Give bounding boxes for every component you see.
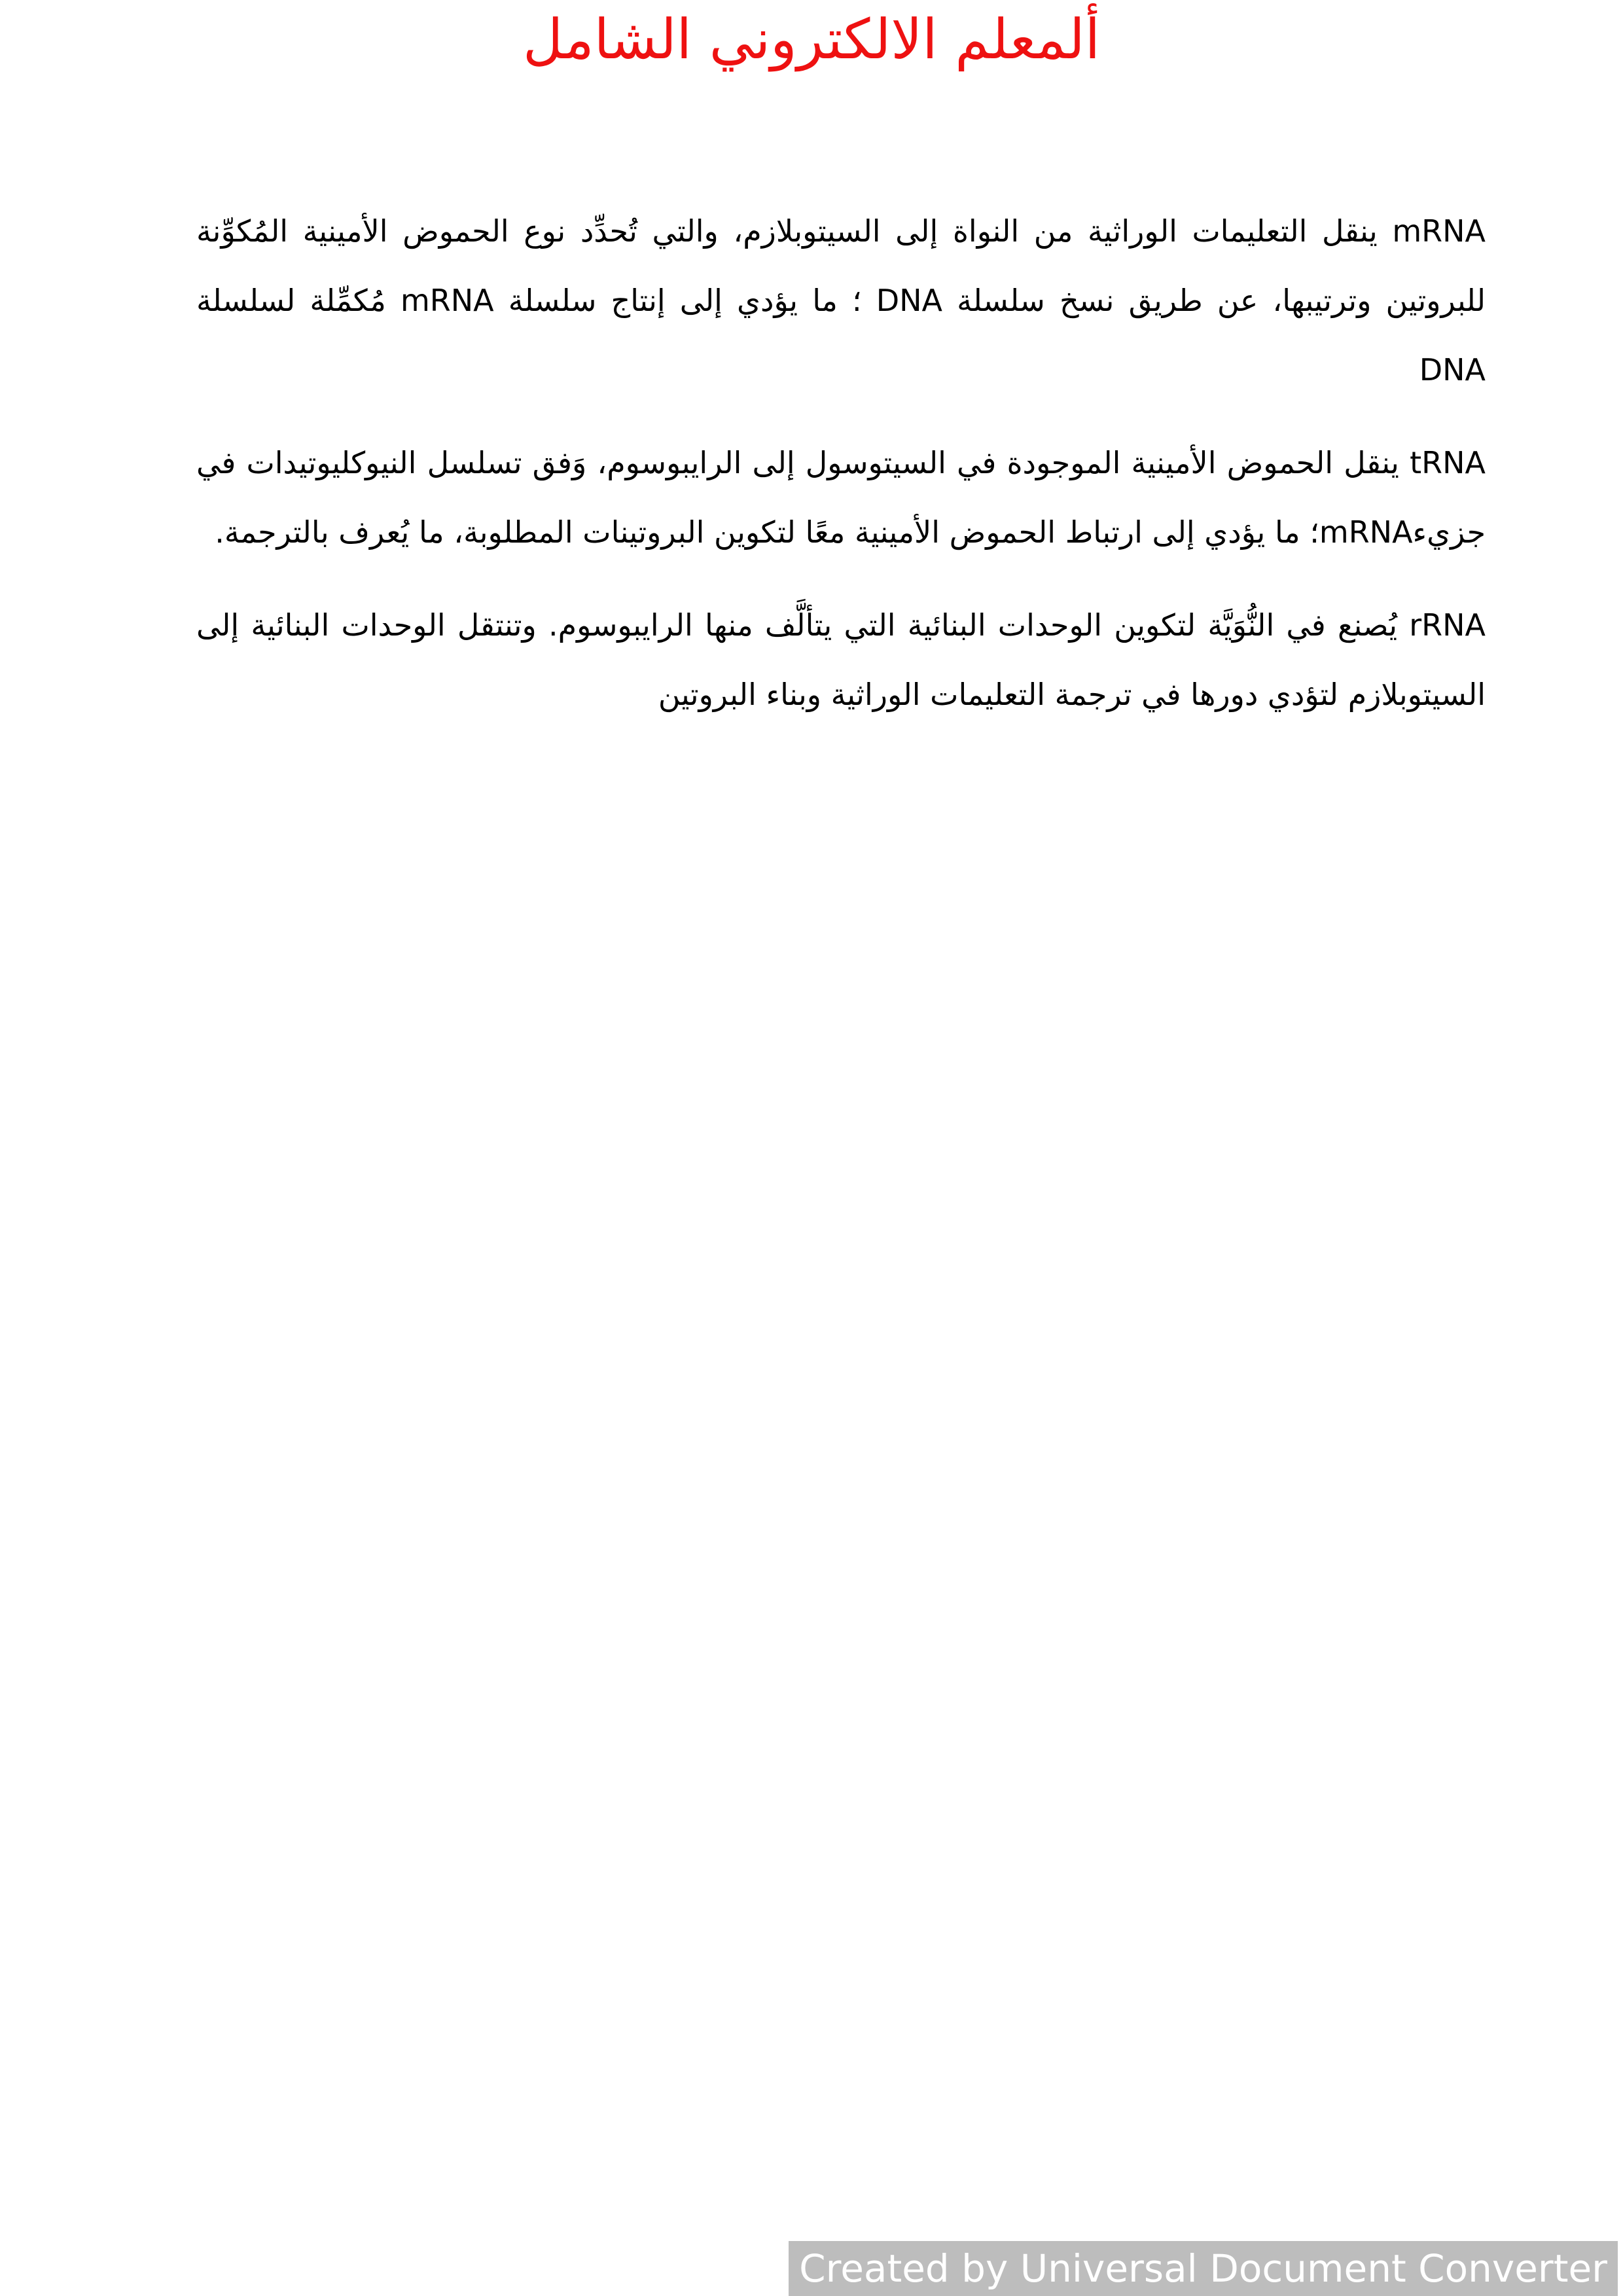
- paragraph-trna: tRNA ينقل الحموض الأمينية الموجودة في السيتوسول إلى الرايبوسوم، وَفق تسلسل النيوكليوتيدات في جزيءmRNA؛ ما يؤدي إلى ارتباط الحموض الأمينية معًا لتكوين البروتينات المطلوبة، ما يُعرف بالترجمة.: [196, 445, 1486, 550]
- document-body: [196, 196, 1486, 753]
- page-title: ألمعلم الالكتروني الشامل: [522, 7, 1101, 71]
- paragraph-rrna: rRNA يُصنع في النُّوَيَّة لتكوين الوحدات البنائية التي يتألَّف منها الرايبوسوم. وتنتقل الوحدات البنائية إلى السيتوبلازم لتؤدي دورها في ترجمة التعليمات الوراثية وبناء البروتين: [196, 607, 1486, 712]
- converter-watermark: Created by Universal Document Converter: [789, 2241, 1618, 2296]
- paragraph-mrna: mRNA ينقل التعليمات الوراثية من النواة إلى السيتوبلازم، والتي تُحدِّد نوع الحموض الأمينية المُكوِّنة للبروتين وترتيبها، عن طريق نسخ سلسلة DNA ؛ ما يؤدي إلى إنتاج سلسلة mRNA مُكمِّلة لسلسلة DNA: [196, 213, 1486, 387]
